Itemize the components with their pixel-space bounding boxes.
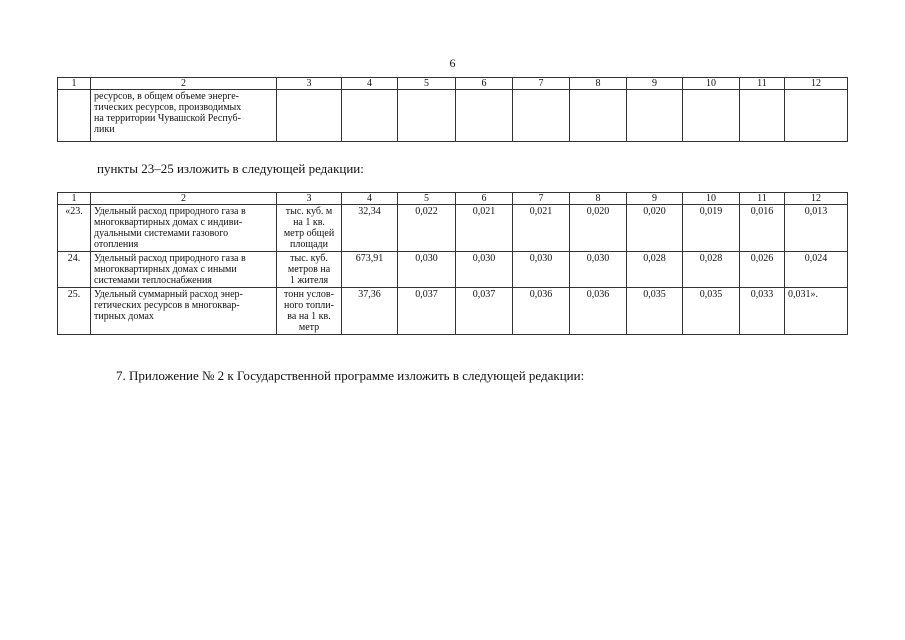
column-header: 2 [91,193,277,205]
table-row [58,252,848,288]
table-row [58,288,848,335]
value-cell: 0,035 [683,288,740,335]
column-header: 7 [513,78,570,90]
column-header-row [58,193,848,205]
indicator-text-cell [91,205,277,252]
row-number: 24. [58,252,91,288]
indicator-text-cell [91,90,277,142]
text-line: тирных домах [94,311,154,322]
text-line: Удельный суммарный расход энер- [94,289,243,300]
table-row [58,205,848,252]
column-header: 12 [785,193,848,205]
unit-line: площади [290,239,328,250]
text-line: на территории Чувашской Респуб- [94,113,241,124]
text-line: лики [94,124,115,135]
text-line: Удельный расход природного газа в [94,206,246,217]
text-line: тических ресурсов, производимых [94,102,242,113]
unit-line: метр [298,322,320,333]
indicator-text-cell [91,288,277,335]
column-header: 5 [398,193,456,205]
column-header: 5 [398,78,456,90]
indicators-table [57,192,848,335]
value-cell: 37,36 [342,288,398,335]
column-header: 10 [683,193,740,205]
column-header: 8 [570,193,627,205]
text-line: ресурсов, в общем объеме энерге- [94,91,239,102]
value-cell: 0,030 [456,252,513,288]
value-cell: 0,021 [456,205,513,252]
text-line: гетических ресурсов в многоквар- [94,300,240,311]
value-cell: 0,036 [570,288,627,335]
value-cell: 0,036 [513,288,570,335]
value-cell: 0,035 [627,288,683,335]
unit-line: ва на 1 кв. [287,311,331,322]
value-cell: 0,031». [785,288,848,335]
value-cell: 0,037 [398,288,456,335]
unit-line: ного топли- [284,300,334,311]
column-header: 3 [277,78,342,90]
row-number: 25. [58,288,91,335]
text-line: многоквартирных домах с иными [94,264,237,275]
column-header: 4 [342,78,398,90]
unit-line: метр общей [283,228,335,239]
text-line: Удельный расход природного газа в [94,253,246,264]
column-header: 6 [456,193,513,205]
instruction-paragraph: пункты 23–25 изложить в следующей редакции: [97,161,364,176]
value-cell: 0,016 [740,205,785,252]
value-cell: 0,030 [398,252,456,288]
table-row [58,90,848,142]
value-cell: 0,020 [627,205,683,252]
value-cell: 0,021 [513,205,570,252]
unit-line: метров на [287,264,331,275]
column-header: 3 [277,193,342,205]
value-cell: 0,030 [513,252,570,288]
value-cell: 0,033 [740,288,785,335]
indicator-text-cell [91,252,277,288]
column-header: 4 [342,193,398,205]
unit-cell [277,205,342,252]
value-cell: 0,013 [785,205,848,252]
text-line: дуальными системами газового [94,228,229,239]
value-cell: 0,030 [570,252,627,288]
unit-cell [277,288,342,335]
column-header: 9 [627,78,683,90]
page-number: 6 [449,56,456,70]
unit-line: тыс. куб. [290,253,328,264]
unit-line: 1 жителя [289,275,329,286]
column-header: 6 [456,78,513,90]
value-cell: 0,024 [785,252,848,288]
column-header: 11 [740,78,785,90]
value-cell: 673,91 [342,252,398,288]
continuation-table [57,77,848,142]
column-header: 1 [58,193,91,205]
value-cell: 32,34 [342,205,398,252]
column-header: 8 [570,78,627,90]
instruction-paragraph: 7. Приложение № 2 к Государственной программе изложить в следующей редакции: [116,368,585,383]
text-line: многоквартирных домах с индиви- [94,217,243,228]
column-header: 10 [683,78,740,90]
column-header: 7 [513,193,570,205]
column-header-row [58,78,848,90]
column-header: 9 [627,193,683,205]
column-header: 2 [91,78,277,90]
text-line: отопления [94,239,139,250]
column-header: 1 [58,78,91,90]
value-cell: 0,019 [683,205,740,252]
value-cell: 0,037 [456,288,513,335]
value-cell: 0,028 [627,252,683,288]
unit-line: тыс. куб. м [285,206,333,217]
unit-line: тонн услов- [284,289,334,300]
value-cell: 0,026 [740,252,785,288]
text-line: системами теплоснабжения [94,275,212,286]
column-header: 11 [740,193,785,205]
value-cell: 0,028 [683,252,740,288]
column-header: 12 [785,78,848,90]
value-cell: 0,022 [398,205,456,252]
unit-cell [277,252,342,288]
row-number: «23. [58,205,91,252]
value-cell: 0,020 [570,205,627,252]
unit-line: на 1 кв. [293,217,325,228]
